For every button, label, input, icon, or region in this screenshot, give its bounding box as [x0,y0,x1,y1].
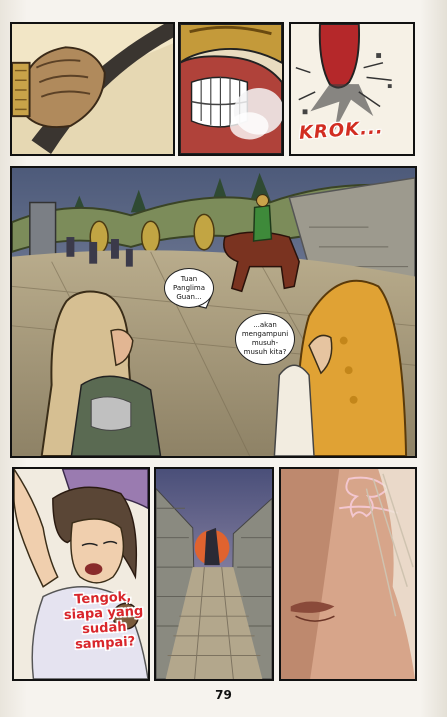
panel-battlefield [10,166,417,458]
battlefield-illustration [12,168,415,456]
speech-bubble-text: Tuan Panglima Guan... [172,274,206,301]
panel-face-closeup [279,467,417,681]
face-closeup-illustration [281,469,415,679]
krok-sound-effect: KROK... [298,117,385,144]
panel-krok [289,22,415,156]
speech-bubble-tuan-panglima [164,268,214,308]
shout-line: siapa yang [63,603,144,624]
panel-hand-grip [10,22,175,156]
shout-text-tengok [52,588,155,653]
shout-line: sudah [81,619,127,638]
speech-bubble-akan-mengampuni [235,313,295,365]
shout-line: Tengok, [73,589,132,608]
panel-distant-rider [154,467,274,681]
panel-gritted-teeth [178,22,284,156]
page-number: 79 [215,688,232,702]
shout-line: sampai? [74,634,136,653]
teeth-illustration [180,24,282,154]
speech-bubble-text: ...akan mengampuni musuh-musuh kita? [241,321,289,356]
sunset-road-illustration [156,469,272,679]
hand-grip-illustration [12,24,173,154]
